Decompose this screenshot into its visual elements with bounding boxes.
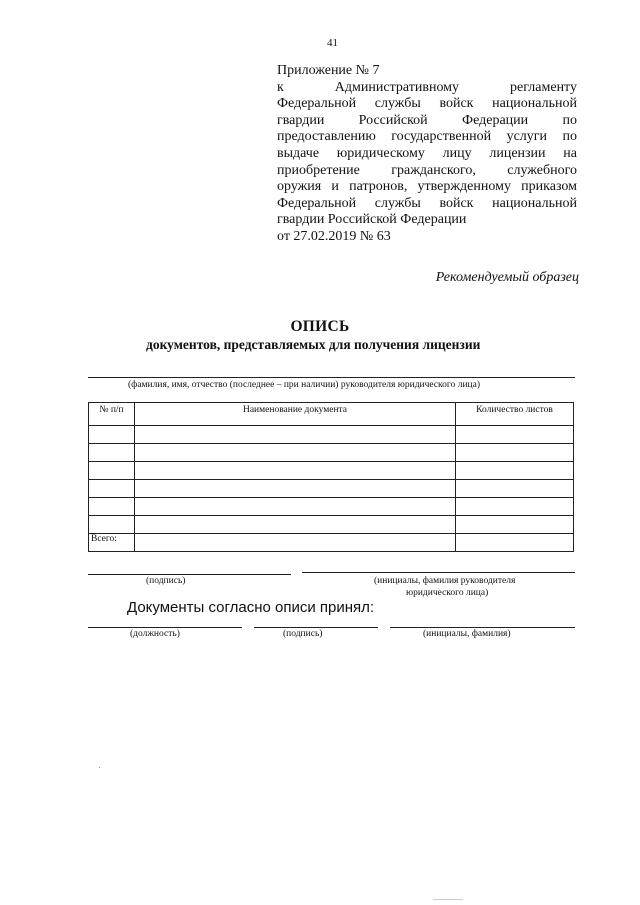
sample-label: Рекомендуемый образец bbox=[435, 270, 579, 285]
acceptor-initials-line bbox=[390, 627, 575, 628]
appendix-line: оружия и патронов, утвержденному приказом bbox=[277, 179, 577, 195]
acceptor-signature-line bbox=[254, 627, 378, 628]
appendix-line: предоставлению государственной услуги по bbox=[277, 129, 577, 145]
acceptor-position-line bbox=[88, 627, 242, 628]
initials-line bbox=[302, 572, 575, 573]
page-number: 41 bbox=[327, 37, 338, 49]
appendix-line: Федеральной службы войск национальной bbox=[277, 195, 577, 211]
acceptor-initials-caption: (инициалы, фамилия) bbox=[423, 629, 511, 639]
appendix-line: приобретение гражданского, служебного bbox=[277, 162, 577, 178]
table-row bbox=[89, 516, 574, 534]
acceptor-position-caption: (должность) bbox=[130, 629, 180, 639]
header-sheets: Количество листов bbox=[456, 403, 574, 426]
appendix-line: выдаче юридическому лицу лицензии на bbox=[277, 145, 577, 161]
table-row bbox=[89, 426, 574, 444]
head-name-caption: (фамилия, имя, отчество (последнее – при наличии) руководителя юридического лица) bbox=[128, 380, 481, 390]
table-header-row bbox=[89, 403, 574, 426]
appendix-line: гвардии Российской Федерации bbox=[277, 212, 467, 228]
table-row bbox=[89, 462, 574, 480]
appendix-line: Приложение № 7 bbox=[277, 63, 380, 78]
table-row bbox=[89, 480, 574, 498]
inventory-table bbox=[88, 402, 574, 552]
signature-line bbox=[88, 574, 291, 575]
initials-caption-line1: (инициалы, фамилия руководителя bbox=[374, 576, 516, 586]
acceptor-signature-caption: (подпись) bbox=[283, 629, 323, 639]
table-total-row bbox=[89, 534, 574, 552]
signature-caption: (подпись) bbox=[146, 576, 186, 586]
accepted-text: Документы согласно описи принял: bbox=[127, 599, 375, 616]
header-name: Наименование документа bbox=[135, 403, 456, 426]
scan-speck bbox=[433, 899, 463, 900]
document-title: ОПИСЬ bbox=[290, 318, 350, 335]
head-name-line bbox=[88, 377, 575, 378]
appendix-line: Федеральной службы войск национальной bbox=[277, 96, 577, 112]
table-row bbox=[89, 444, 574, 462]
table-row bbox=[89, 498, 574, 516]
initials-caption-line2: юридического лица) bbox=[406, 588, 489, 598]
appendix-block bbox=[277, 63, 577, 246]
header-num: № п/п bbox=[89, 403, 135, 426]
scan-speck bbox=[99, 767, 100, 768]
total-label: Всего: bbox=[89, 534, 135, 552]
document-subtitle: документов, представляемых для получения лицензии bbox=[146, 337, 481, 352]
appendix-line: гвардии Российской Федерации по bbox=[277, 112, 577, 128]
appendix-line: к Административному регламенту bbox=[277, 79, 577, 95]
appendix-line: от 27.02.2019 № 63 bbox=[277, 228, 391, 244]
